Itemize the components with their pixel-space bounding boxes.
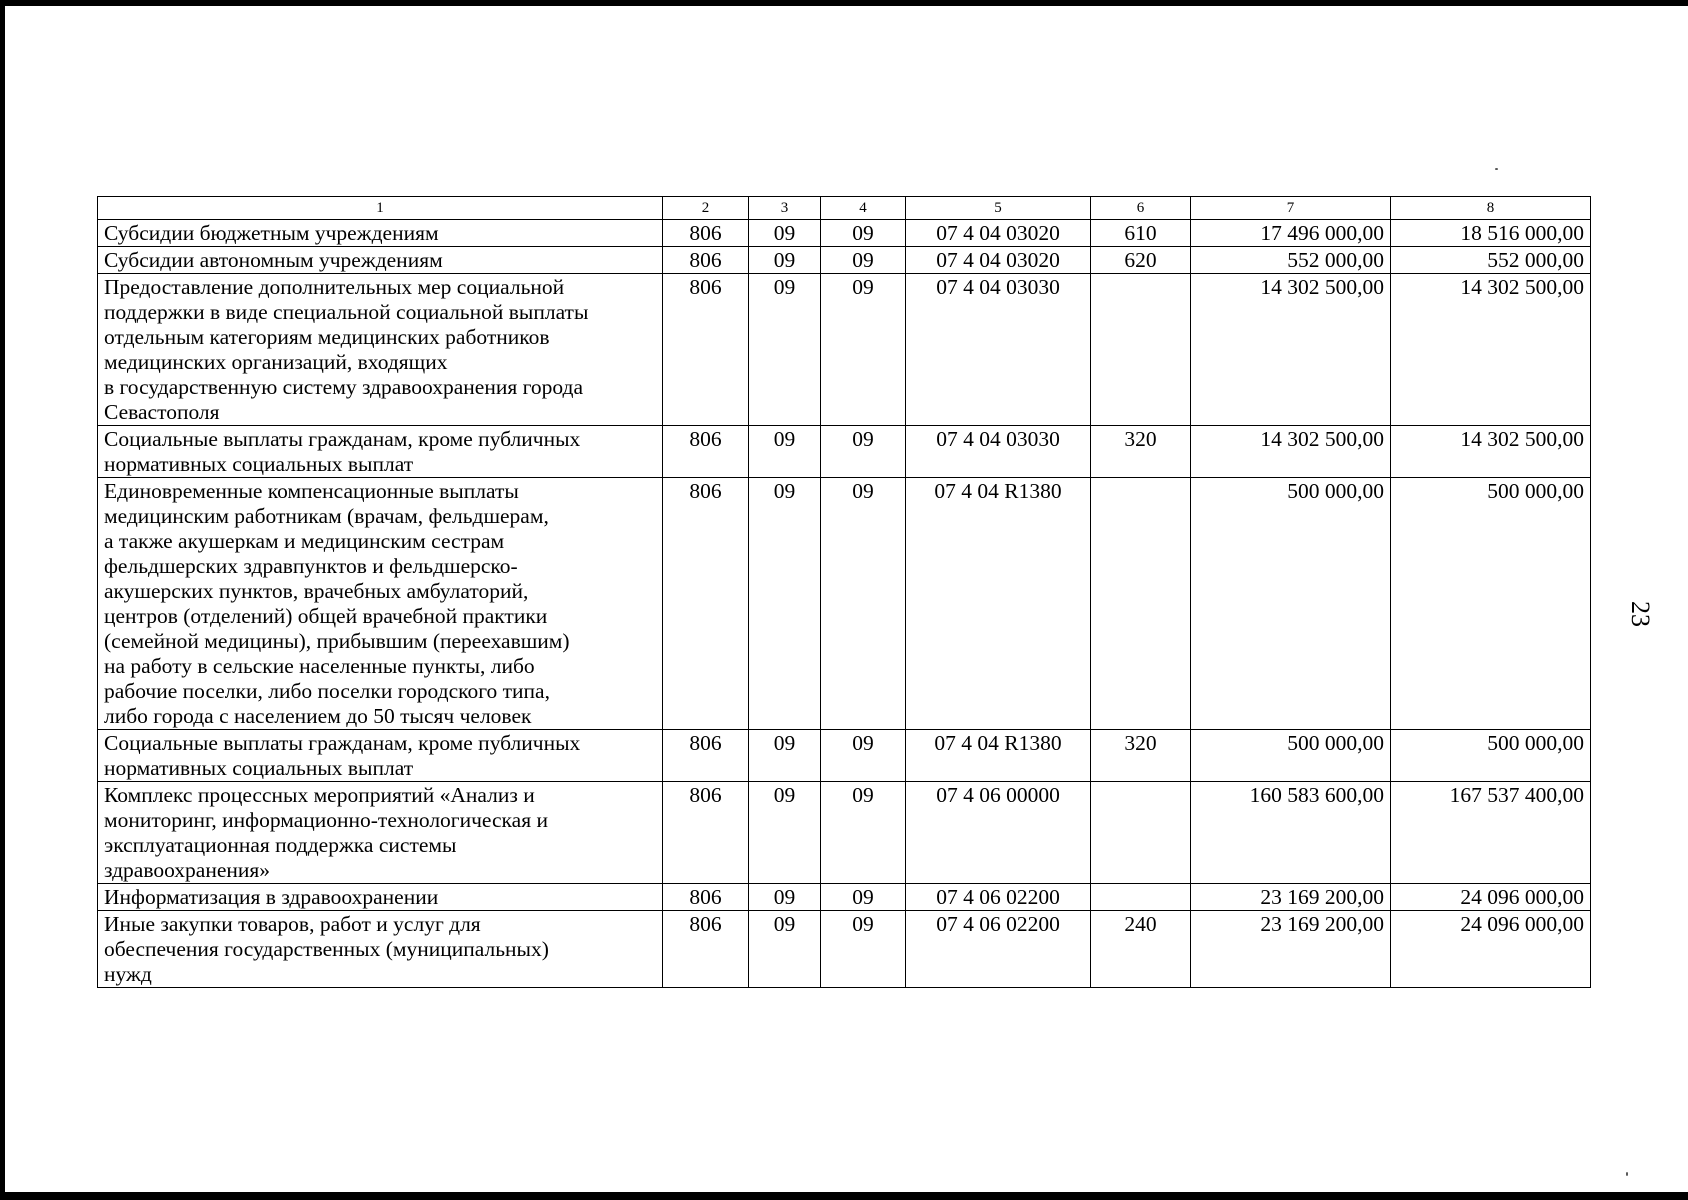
cell-admin-code: 806 — [663, 274, 749, 426]
header-row — [98, 197, 1591, 220]
budget-table — [97, 196, 1591, 988]
cell-amount-year-1: 23 169 200,00 — [1191, 911, 1391, 988]
cell-name: Субсидии автономным учреждениям — [98, 247, 663, 274]
cell-amount-year-1: 14 302 500,00 — [1191, 274, 1391, 426]
cell-admin-code: 806 — [663, 478, 749, 730]
cell-subsection: 09 — [821, 478, 906, 730]
cell-subsection: 09 — [821, 730, 906, 782]
column-header-8: 8 — [1391, 197, 1591, 220]
cell-amount-year-1: 552 000,00 — [1191, 247, 1391, 274]
cell-amount-year-2: 24 096 000,00 — [1391, 884, 1591, 911]
table-row — [98, 884, 1591, 911]
cell-amount-year-1: 160 583 600,00 — [1191, 782, 1391, 884]
page-number: 23 — [1626, 601, 1655, 627]
cell-name: Социальные выплаты гражданам, кроме публичных нормативных социальных выплат — [98, 426, 663, 478]
cell-expense-type: 610 — [1091, 220, 1191, 247]
cell-expense-type — [1091, 782, 1191, 884]
cell-subsection: 09 — [821, 884, 906, 911]
cell-subsection: 09 — [821, 911, 906, 988]
scan-border-bottom — [0, 1192, 1688, 1200]
cell-target-article: 07 4 04 R1380 — [906, 730, 1091, 782]
cell-section: 09 — [749, 247, 821, 274]
table-row — [98, 220, 1591, 247]
scan-border-top — [0, 0, 1688, 6]
cell-expense-type — [1091, 274, 1191, 426]
cell-target-article: 07 4 04 03020 — [906, 247, 1091, 274]
table-row — [98, 247, 1591, 274]
table-row — [98, 426, 1591, 478]
column-header-5: 5 — [906, 197, 1091, 220]
scan-speck — [1495, 168, 1498, 170]
cell-section: 09 — [749, 730, 821, 782]
cell-admin-code: 806 — [663, 884, 749, 911]
cell-subsection: 09 — [821, 274, 906, 426]
cell-amount-year-1: 23 169 200,00 — [1191, 884, 1391, 911]
cell-section: 09 — [749, 426, 821, 478]
cell-subsection: 09 — [821, 220, 906, 247]
cell-section: 09 — [749, 220, 821, 247]
table-row — [98, 730, 1591, 782]
cell-target-article: 07 4 04 03030 — [906, 274, 1091, 426]
cell-target-article: 07 4 04 R1380 — [906, 478, 1091, 730]
cell-section: 09 — [749, 884, 821, 911]
cell-target-article: 07 4 04 03020 — [906, 220, 1091, 247]
cell-amount-year-2: 14 302 500,00 — [1391, 274, 1591, 426]
column-header-1: 1 — [98, 197, 663, 220]
cell-target-article: 07 4 06 02200 — [906, 911, 1091, 988]
cell-amount-year-2: 552 000,00 — [1391, 247, 1591, 274]
cell-amount-year-2: 14 302 500,00 — [1391, 426, 1591, 478]
cell-amount-year-1: 17 496 000,00 — [1191, 220, 1391, 247]
table-header — [98, 197, 1591, 220]
cell-name: Иные закупки товаров, работ и услуг для обеспечения государственных (муниципальных) нужд — [98, 911, 663, 988]
cell-name: Предоставление дополнительных мер социальной поддержки в виде специальной социальной выплаты отдельным категориям медицинских работников медицинских организаций, входящих в государственную систему здравоохранения города Севастополя — [98, 274, 663, 426]
cell-admin-code: 806 — [663, 911, 749, 988]
cell-admin-code: 806 — [663, 782, 749, 884]
cell-admin-code: 806 — [663, 730, 749, 782]
cell-name: Субсидии бюджетным учреждениям — [98, 220, 663, 247]
cell-section: 09 — [749, 274, 821, 426]
scan-border-left — [0, 0, 5, 1200]
cell-section: 09 — [749, 782, 821, 884]
cell-name: Социальные выплаты гражданам, кроме публичных нормативных социальных выплат — [98, 730, 663, 782]
cell-amount-year-2: 24 096 000,00 — [1391, 911, 1591, 988]
column-header-7: 7 — [1191, 197, 1391, 220]
cell-admin-code: 806 — [663, 247, 749, 274]
cell-expense-type: 240 — [1091, 911, 1191, 988]
table-row — [98, 782, 1591, 884]
cell-subsection: 09 — [821, 247, 906, 274]
cell-expense-type: 320 — [1091, 730, 1191, 782]
cell-subsection: 09 — [821, 426, 906, 478]
cell-amount-year-1: 500 000,00 — [1191, 478, 1391, 730]
cell-section: 09 — [749, 911, 821, 988]
column-header-3: 3 — [749, 197, 821, 220]
table-row — [98, 478, 1591, 730]
cell-name: Информатизация в здравоохранении — [98, 884, 663, 911]
table-row — [98, 274, 1591, 426]
cell-expense-type — [1091, 478, 1191, 730]
table-row — [98, 911, 1591, 988]
cell-amount-year-2: 500 000,00 — [1391, 478, 1591, 730]
cell-expense-type: 620 — [1091, 247, 1191, 274]
cell-section: 09 — [749, 478, 821, 730]
cell-name: Комплекс процессных мероприятий «Анализ и мониторинг, информационно-технологическая и эксплуатационная поддержка системы здравоохранения» — [98, 782, 663, 884]
table-body — [98, 220, 1591, 988]
cell-subsection: 09 — [821, 782, 906, 884]
scan-speck — [1626, 1172, 1628, 1176]
cell-amount-year-2: 167 537 400,00 — [1391, 782, 1591, 884]
column-header-2: 2 — [663, 197, 749, 220]
cell-name: Единовременные компенсационные выплаты медицинским работникам (врачам, фельдшерам, а также акушеркам и медицинским сестрам фельдшерских здравпунктов и фельдшерско- акушерских пунктов, врачебных амбулаторий, центров (отделений) общей врачебной практики (семейной медицины), прибывшим (переехавшим) на работу в сельские населенные пункты, либо рабочие поселки, либо поселки городского типа, либо города с населением до 50 тысяч человек — [98, 478, 663, 730]
cell-amount-year-1: 14 302 500,00 — [1191, 426, 1391, 478]
column-header-6: 6 — [1091, 197, 1191, 220]
cell-amount-year-2: 500 000,00 — [1391, 730, 1591, 782]
cell-target-article: 07 4 06 02200 — [906, 884, 1091, 911]
cell-expense-type — [1091, 884, 1191, 911]
cell-amount-year-1: 500 000,00 — [1191, 730, 1391, 782]
cell-target-article: 07 4 06 00000 — [906, 782, 1091, 884]
column-header-4: 4 — [821, 197, 906, 220]
cell-admin-code: 806 — [663, 426, 749, 478]
cell-amount-year-2: 18 516 000,00 — [1391, 220, 1591, 247]
cell-expense-type: 320 — [1091, 426, 1191, 478]
cell-target-article: 07 4 04 03030 — [906, 426, 1091, 478]
cell-admin-code: 806 — [663, 220, 749, 247]
